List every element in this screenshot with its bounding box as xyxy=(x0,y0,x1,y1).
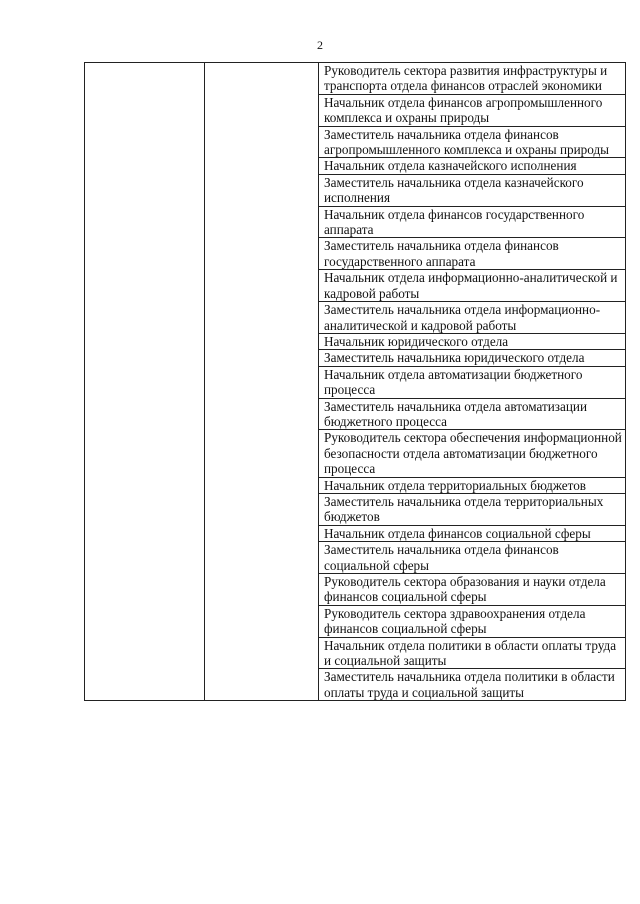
position-cell: Заместитель начальника отдела финансов агропромышленного комплекса и охраны природы xyxy=(319,126,626,158)
position-cell: Начальник отдела казначейского исполнения xyxy=(319,158,626,174)
position-cell: Начальник отдела финансов государственного аппарата xyxy=(319,206,626,238)
position-cell: Начальник отдела финансов агропромышленного комплекса и охраны природы xyxy=(319,94,626,126)
positions-table xyxy=(84,62,626,701)
position-cell: Заместитель начальника отдела финансов государственного аппарата xyxy=(319,238,626,270)
empty-cell xyxy=(85,63,205,701)
page-number: 2 xyxy=(317,38,323,52)
empty-cell xyxy=(205,63,319,701)
position-cell: Заместитель начальника отдела политики в области оплаты труда и социальной защиты xyxy=(319,669,626,701)
position-cell: Руководитель сектора развития инфраструктуры и транспорта отдела финансов отраслей экономики xyxy=(319,63,626,95)
position-cell: Начальник отдела информационно-аналитической и кадровой работы xyxy=(319,270,626,302)
position-cell: Начальник отдела политики в области оплаты труда и социальной защиты xyxy=(319,637,626,669)
table-row xyxy=(85,63,626,95)
position-cell: Начальник отдела автоматизации бюджетного процесса xyxy=(319,366,626,398)
position-cell: Руководитель сектора здравоохранения отдела финансов социальной сферы xyxy=(319,605,626,637)
position-cell: Заместитель начальника отдела территориальных бюджетов xyxy=(319,493,626,525)
position-cell: Руководитель сектора обеспечения информационной безопасности отдела автоматизации бюджетного процесса xyxy=(319,430,626,477)
position-cell: Заместитель начальника отдела информационно-аналитической и кадровой работы xyxy=(319,302,626,334)
position-cell: Начальник отдела территориальных бюджетов xyxy=(319,477,626,493)
position-cell: Руководитель сектора образования и науки отдела финансов социальной сферы xyxy=(319,574,626,606)
position-cell: Заместитель начальника отдела автоматизации бюджетного процесса xyxy=(319,398,626,430)
position-cell: Начальник юридического отдела xyxy=(319,333,626,349)
position-cell: Заместитель начальника отдела финансов социальной сферы xyxy=(319,542,626,574)
position-cell: Заместитель начальника отдела казначейского исполнения xyxy=(319,174,626,206)
position-cell: Заместитель начальника юридического отдела xyxy=(319,350,626,366)
position-cell: Начальник отдела финансов социальной сферы xyxy=(319,525,626,541)
